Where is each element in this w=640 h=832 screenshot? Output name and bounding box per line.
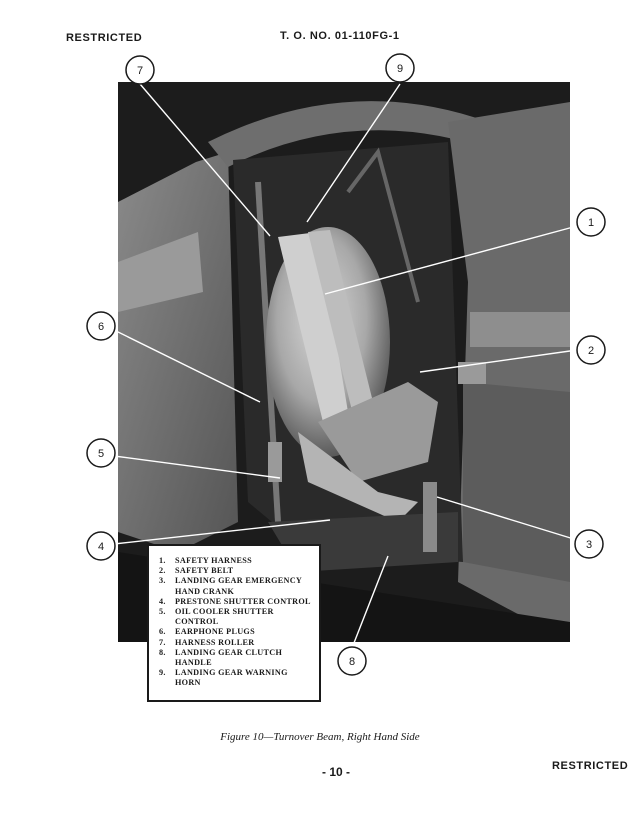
callout-label-3: 3 [585,539,593,551]
callout-label-8: 8 [348,656,356,668]
legend-item: 3. LANDING GEAR EMERGENCY HAND CRANK [159,576,302,596]
restricted-marking-bottom: RESTRICTED [552,760,629,772]
callout-label-9: 9 [396,63,404,75]
callout-label-2: 2 [587,345,595,357]
legend-item: 2. SAFETY BELT [159,566,234,576]
legend-item: 1. SAFETY HARNESS [159,556,252,565]
document-number: T. O. NO. 01-110FG-1 [280,30,400,42]
legend-item: 8. LANDING GEAR CLUTCH HANDLE [159,647,283,668]
page-number: - 10 - [322,765,351,779]
legend-item: 7. HARNESS ROLLER [159,637,255,647]
callout-label-1: 1 [587,217,595,229]
callout-label-6: 6 [97,321,105,333]
legend-item: 4. PRESTONE SHUTTER CONTROL [159,596,311,606]
callout-label-4: 4 [97,541,105,553]
callout-label-5: 5 [97,448,105,460]
legend-item: 6. EARPHONE PLUGS [159,627,255,637]
figure-caption: Figure 10—Turnover Beam, Right Hand Side [220,731,420,743]
parts-legend [147,544,321,702]
legend-item: 5. OIL COOLER SHUTTER CONTROL [159,607,274,627]
legend-item: 9. LANDING GEAR WARNING HORN [159,668,288,688]
callout-label-7: 7 [136,65,144,77]
restricted-marking-top: RESTRICTED [66,32,143,44]
